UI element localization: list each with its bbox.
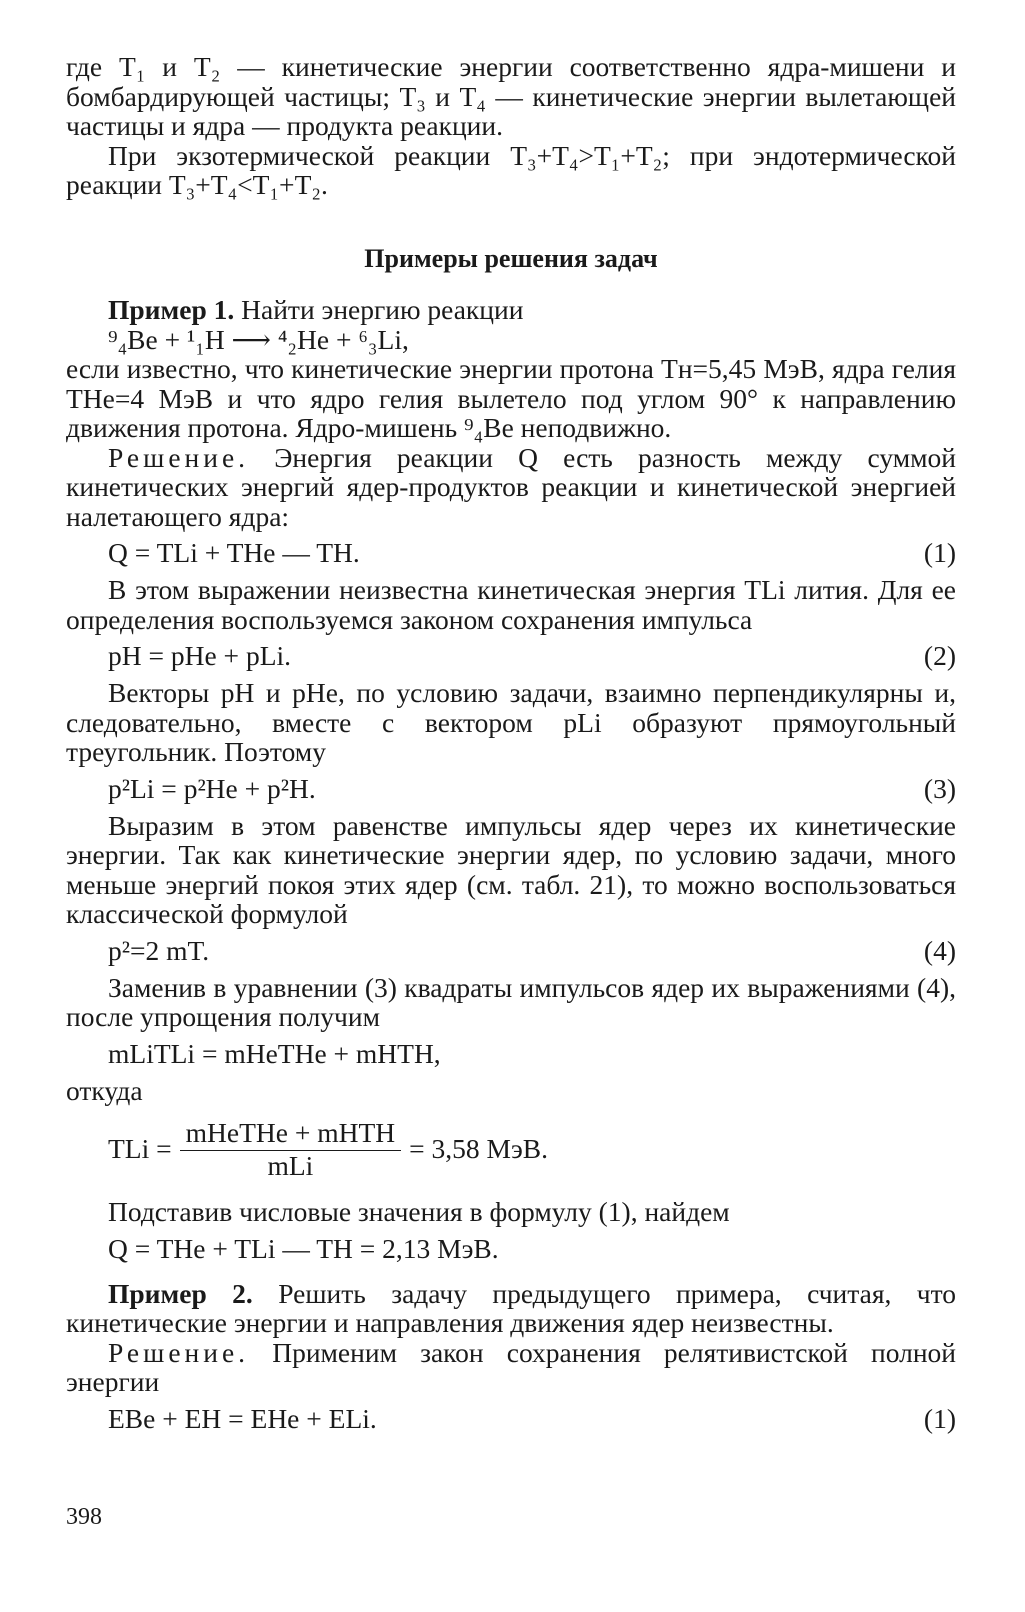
fraction-denominator: mLi — [267, 1149, 314, 1181]
example1-solution — [66, 443, 956, 532]
example2-equation-1-body: EBe + EH = EHe + ELi. — [108, 1402, 377, 1434]
paragraph-express: Выразим в этом равенстве импульсы ядер через их кинетические энергии. Так как кинетические энергии ядер, по условию задачи, много меньше энергий покоя этих ядер (см. табл. 21), то можно воспользоваться классической формулой — [66, 809, 956, 929]
equation-2-number: (2) — [923, 640, 956, 671]
equation-3-number: (3) — [923, 772, 956, 804]
example2-solution — [66, 1338, 956, 1397]
equation-4 — [66, 933, 956, 969]
equation-6 — [66, 1107, 956, 1191]
paragraph-momentum: В этом выражении неизвестна кинетическая энергия TLi лития. Для ее определения воспользуемся законом сохранения импульса — [66, 574, 956, 635]
fraction-numerator: mHeTHe + mHTH — [180, 1118, 402, 1151]
paragraph-vectors: Векторы pH и pHe, по условию задачи, взаимно перпендикулярны и, следовательно, вместе с вектором pLi образуют прямоугольный треугольник. Поэтому — [66, 677, 956, 767]
equation-3-body: p²Li = p²He + p²H. — [108, 772, 316, 804]
equation-6-lhs: TLi = — [108, 1133, 172, 1165]
paragraph-exo-endo: При экзотермической реакции T₃+T₄>T₁+T₂; при эндотермической реакции T₃+T₄<T₁+T₂. — [66, 139, 956, 200]
example2-statement — [66, 1279, 956, 1338]
example2-solution-text: Применим закон сохранения релятивистской полной энергии — [66, 1336, 957, 1397]
example1-reaction: ⁹₄Be + ¹₁H ⟶ ⁴₂He + ⁶₃Li, — [108, 323, 409, 355]
paragraph-definitions: где T₁ и T₂ — кинетические энергии соответственно ядра-мишени и бомбардирующей частицы; T₃ и T₄ — кинетические энергии вылетающей частицы и ядра — продукта реакции. — [66, 51, 956, 141]
equation-1-body: Q = TLi + THe — TH. — [108, 537, 360, 568]
equation-5-body: mLiTLi = mHeTHe + mHTH, — [108, 1037, 441, 1069]
example2-task: Решить задачу предыдущего примера, считая, что кинетические энергии и направления движения ядер неизвестны. — [66, 1277, 956, 1338]
equation-6-fraction — [180, 1118, 402, 1181]
equation-3 — [66, 771, 956, 807]
paragraph-substitute: Заменив в уравнении (3) квадраты импульсов ядер их выражениями (4), после упрощения получим — [66, 971, 956, 1032]
example2-equation-1 — [66, 1401, 956, 1437]
equation-2-body: pH = pHe + pLi. — [108, 640, 292, 671]
solution-label: Решение. — [108, 441, 250, 473]
example1-condition: если известно, что кинетические энергии протона Tн=5,45 МэВ, ядра гелия THe=4 МэВ и что ядро гелия вылетело под углом 90° к направлению движения протона. Ядро-мишень ⁹₄Be неподвижно. — [66, 353, 956, 443]
example2-solution-label: Решение. — [108, 1336, 250, 1368]
example1-task: Найти энергию реакции — [241, 294, 524, 325]
example1-statement — [66, 295, 956, 325]
equation-1 — [66, 535, 956, 571]
example2-label: Пример 2. — [108, 1277, 253, 1309]
page-body — [66, 52, 956, 1441]
paragraph-whence: откуда — [66, 1074, 143, 1106]
equation-7 — [66, 1231, 956, 1267]
equation-5 — [66, 1036, 956, 1072]
equation-4-body: p²=2 mT. — [108, 934, 210, 966]
section-heading: Примеры решения задач — [364, 243, 658, 273]
equation-6-rhs: = 3,58 МэВ. — [409, 1133, 548, 1165]
example1-label: Пример 1. — [108, 294, 235, 325]
equation-4-number: (4) — [923, 934, 956, 966]
solution-text: Энергия реакции Q есть разность между суммой кинетических энергий ядер-продуктов реакции и кинетической энергией налетающего ядра: — [66, 441, 956, 532]
paragraph-numeric: Подставив числовые значения в формулу (1), найдем — [108, 1196, 730, 1227]
equation-1-number: (1) — [923, 537, 956, 568]
example2-equation-1-number: (1) — [923, 1402, 956, 1434]
equation-7-body: Q = THe + TLi — TH = 2,13 МэВ. — [108, 1232, 499, 1264]
page-number: 398 — [66, 1504, 102, 1530]
equation-2 — [66, 638, 956, 674]
